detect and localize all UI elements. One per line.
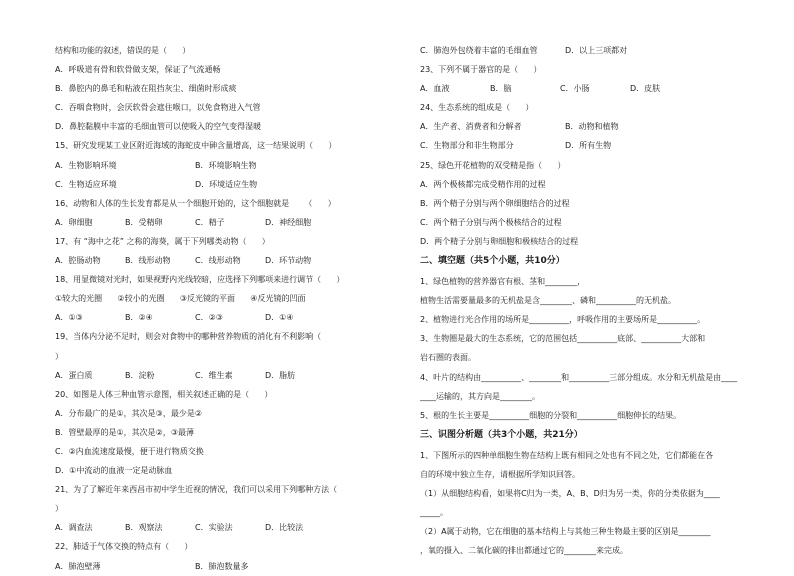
answer-option: B．环境影响生物 <box>195 160 257 170</box>
text-line: 18、用显微镜对光时，如果视野内光线较暗，应选择下列哪项来进行调节（ ） <box>55 275 345 285</box>
option-row <box>55 308 400 327</box>
text-line: 19、当体内分泌不足时，则会对食物中的哪种营养物质的消化有不利影响（ <box>55 332 322 342</box>
section-heading: 二、填空题（共5个小题，共10分） <box>420 256 565 267</box>
text-line: 5、根的生长主要是__________细胞的分裂和__________细胞伸长的结果。 <box>420 410 682 420</box>
text-line: A．两个极核都完成受精作用的过程 <box>420 179 546 189</box>
option-row <box>420 79 750 98</box>
answer-option: B．脑 <box>490 84 512 94</box>
text-line: 自的环境中独立生存，请根据所学知识回答。 <box>420 469 580 479</box>
text-line: 24、生态系统的组成是（ ） <box>420 103 534 113</box>
option-row <box>55 156 400 175</box>
text-line: A．分布最广的是①，其次是③，最少是② <box>55 408 202 418</box>
answer-option: A．①③ <box>55 313 83 323</box>
text-line: ____运输的，其方向是________。 <box>420 391 540 401</box>
answer-option: A．生产者、消费者和分解者 <box>420 122 522 132</box>
text-line: 植物生活需要量最多的无机盐是含________、磷和__________的无机盐。 <box>420 296 676 306</box>
text-line: C．吞咽食物时，会厌软骨会遮住喉口，以免食物进入气管 <box>55 103 261 113</box>
answer-option: D．以上三项都对 <box>565 46 628 55</box>
answer-option: C．②③ <box>195 313 223 323</box>
left-column <box>55 41 400 576</box>
text-line: （1）从细胞结构看，如果将C归为一类，A、B、D归为另一类，你的分类依据为____ <box>420 488 720 498</box>
answer-option: D．神经细胞 <box>265 217 312 227</box>
option-row <box>55 518 400 537</box>
text-line: 3、生物圈是最大的生态系统，它的范围包括__________底部、__________大部和 <box>420 334 706 344</box>
text-line: C．②内血流速度最慢，便于进行物质交换 <box>55 446 204 456</box>
text-line: ①较大的光圈 ②较小的光圈 ③反光镜的平面 ④反光镜的凹面 <box>55 294 306 304</box>
text-line: ） <box>55 504 63 514</box>
text-line: D．鼻腔黏膜中丰富的毛细血管可以使吸入的空气变得湿暖 <box>55 122 262 132</box>
text-line: 25、绿色开花植物的双受精是指（ ） <box>420 160 566 170</box>
answer-option: D．所有生物 <box>565 141 612 151</box>
answer-option: A．卵细胞 <box>55 217 93 227</box>
answer-option: C．生物适应环境 <box>55 179 117 189</box>
text-line: D．①中流动的血液一定是动脉血 <box>55 466 173 476</box>
option-row <box>420 41 750 60</box>
text-line: 15、研究发现某工业区附近海域的海蛇皮中砷含量增高，这一结果说明（ ） <box>55 141 337 151</box>
text-line: 岩石圈的表面。 <box>420 353 476 363</box>
text-line: （2）A属于动物，它在细胞的基本结构上与其他三种生物最主要的区别是________ <box>420 527 711 537</box>
option-row <box>55 175 400 194</box>
answer-option: A．肺泡壁薄 <box>55 561 101 571</box>
text-line: 20、如图是人体三种血管示意图，相关叙述正确的是（ ） <box>55 389 273 399</box>
answer-option: C．实验法 <box>195 523 233 533</box>
answer-option: C．生物部分和非生物部分 <box>420 141 514 151</box>
text-line: B．两个精子分别与两个卵细胞结合的过程 <box>420 198 570 208</box>
text-line: D．两个精子分别与卵细胞和极核结合的过程 <box>420 236 579 246</box>
text-line: _____。 <box>420 508 448 518</box>
option-row <box>55 213 400 232</box>
answer-option: B．②④ <box>125 313 153 323</box>
text-line: 2、植物进行光合作用的场所是__________，呼吸作用的主要场所是__________。 <box>420 315 706 325</box>
answer-option: A．腔肠动物 <box>55 256 101 266</box>
answer-option: B．观察法 <box>125 523 163 533</box>
text-line: B．管壁最厚的是①，其次是②，③最薄 <box>55 427 195 437</box>
answer-option: D．环境适应生物 <box>195 179 258 189</box>
text-line: 1、绿色植物的营养器官有根、茎和________， <box>420 277 586 287</box>
text-line: C．两个精子分别与两个极核结合的过程 <box>420 217 562 227</box>
option-row <box>55 557 400 576</box>
answer-option: D．比较法 <box>265 523 304 533</box>
answer-option: D．皮肤 <box>630 84 661 94</box>
text-line: 1、下图所示的四种单细胞生物在结构上既有相同之处也有不同之处，它们都能在各 <box>420 450 714 460</box>
answer-option: A．调查法 <box>55 523 93 533</box>
option-row <box>55 251 400 270</box>
answer-option: A．蛋白质 <box>55 370 93 380</box>
answer-option: A．生物影响环境 <box>55 160 117 170</box>
answer-option: C．小肠 <box>560 84 590 94</box>
text-line: 16、动物和人体的生长发育都是从一个细胞开始的，这个细胞就是 （ ） <box>55 198 336 208</box>
answer-option: D．脂肪 <box>265 370 296 380</box>
text-line: A．呼吸道有骨和软骨做支架，保证了气流通畅 <box>55 65 221 75</box>
text-line: 21、为了了解近年来西昌市初中学生近视的情况，我们可以采用下列哪种方法（ <box>55 485 338 495</box>
text-line: 23、下列不属于器官的是（ ） <box>420 65 542 75</box>
answer-option: B．动物和植物 <box>565 122 619 132</box>
option-row <box>420 117 750 136</box>
answer-option: C．肺泡外包绕着丰富的毛细血管 <box>420 46 538 55</box>
option-row <box>55 366 400 385</box>
right-column <box>420 41 750 560</box>
answer-option: D．①④ <box>265 313 294 323</box>
answer-option: B．线形动物 <box>125 256 171 266</box>
text-line: 结构和功能的叙述，错误的是（ ） <box>55 46 191 55</box>
text-line: 4、叶片的结构由__________、________和__________三部分组成。水分和无机盐是由____ <box>420 372 738 382</box>
answer-option: A．血液 <box>420 84 450 94</box>
section-heading: 三、识图分析题（共3个小题，共21分） <box>420 429 583 440</box>
option-row <box>420 136 750 155</box>
answer-option: C．精子 <box>195 217 225 227</box>
answer-option: B．受精卵 <box>125 217 163 227</box>
text-line: 22、肺适于气体交换的特点有（ ） <box>55 542 193 552</box>
text-line: ，氧的摄入、二氧化碳的排出都通过它的________来完成。 <box>420 546 628 556</box>
answer-option: C．维生素 <box>195 370 233 380</box>
answer-option: D．环节动物 <box>265 256 312 266</box>
text-line: 17、有 “海中之花” 之称的海葵，属于下列哪类动物（ ） <box>55 236 270 246</box>
answer-option: B．淀粉 <box>125 370 155 380</box>
answer-option: B．肺泡数量多 <box>195 561 249 571</box>
answer-option: C．线形动物 <box>195 256 241 266</box>
text-line: ） <box>55 351 63 361</box>
text-line: B．鼻腔内的鼻毛和粘液在阻挡灰尘、细菌时形成痰 <box>55 84 237 94</box>
